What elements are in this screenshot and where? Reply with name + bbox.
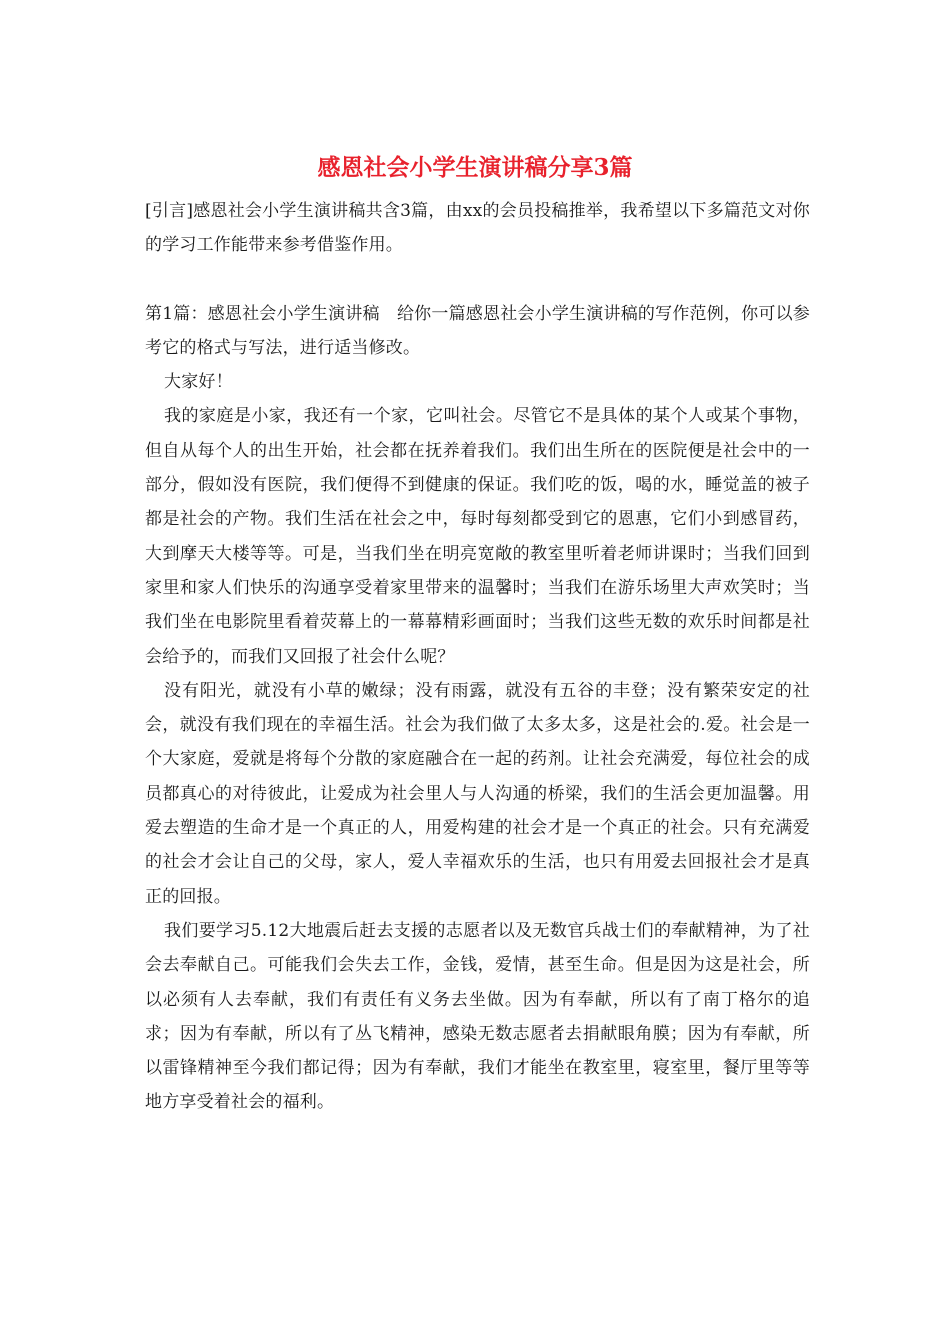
body-paragraph-3: 我们要学习5.12大地震后赶去支援的志愿者以及无数官兵战士们的奉献精神，为了社会去奉献自己。可能我们会失去工作，金钱，爱情，甚至生命。但是因为这是社会，所以必须有人去奉献，我们有责任有义务去坐做。因为有奉献，所以有了南丁格尔的追求；因为有奉献，所以有了丛飞精神，感染无数志愿者去捐献眼角膜；因为有奉献，所以雷锋精神至今我们都记得；因为有奉献，我们才能坐在教室里，寝室里，餐厅里等等地方享受着社会的福利。 [145,920,810,1113]
body-paragraph-1: 我的家庭是小家，我还有一个家，它叫社会。尽管它不是具体的某个人或某个事物，但自从每个人的出生开始，社会都在抚养着我们。我们出生所在的医院便是社会中的一部分，假如没有医院，我们便得不到健康的保证。我们吃的饭，喝的水，睡觉盖的被子都是社会的产物。我们生活在社会之中，每时每刻都受到它的恩惠，它们小到感冒药，大到摩天大楼等等。可是，当我们坐在明亮宽敞的教室里听着老师讲课时；当我们回到家里和家人们快乐的沟通享受着家里带来的温馨时；当我们在游乐场里大声欢笑时；当我们坐在电影院里看着荧幕上的一幕幕精彩画面时；当我们这些无数的欢乐时间都是社会给予的，而我们又回报了社会什么呢？ [145,406,810,667]
greeting: 大家好！ [164,372,233,393]
document-title: 感恩社会小学生演讲稿分享3篇 [317,154,633,181]
document-body [145,194,810,1120]
section-heading: 第1篇：感恩社会小学生演讲稿 给你一篇感恩社会小学生演讲稿的写作范例，你可以参考它的格式与写法，进行适当修改。 [145,303,810,358]
body-paragraph-2: 没有阳光，就没有小草的嫩绿；没有雨露，就没有五谷的丰登；没有繁荣安定的社会，就没有我们现在的幸福生活。社会为我们做了太多太多，这是社会的.爱。社会是一个大家庭，爱就是将每个分散的家庭融合在一起的药剂。让社会充满爱，每位社会的成员都真心的对待彼此，让爱成为社会里人与人沟通的桥梁，我们的生活会更加温馨。用爱去塑造的生命才是一个真正的人，用爱构建的社会才是一个真正的社会。只有充满爱的社会才会让自己的父母，家人，爱人幸福欢乐的生活，也只有用爱去回报社会才是真正的回报。 [145,680,810,907]
paragraph-gap [145,263,810,297]
intro-paragraph: [引言]感恩社会小学生演讲稿共含3篇，由xx的会员投稿推举，我希望以下多篇范文对你的学习工作能带来参考借鉴作用。 [145,201,810,256]
